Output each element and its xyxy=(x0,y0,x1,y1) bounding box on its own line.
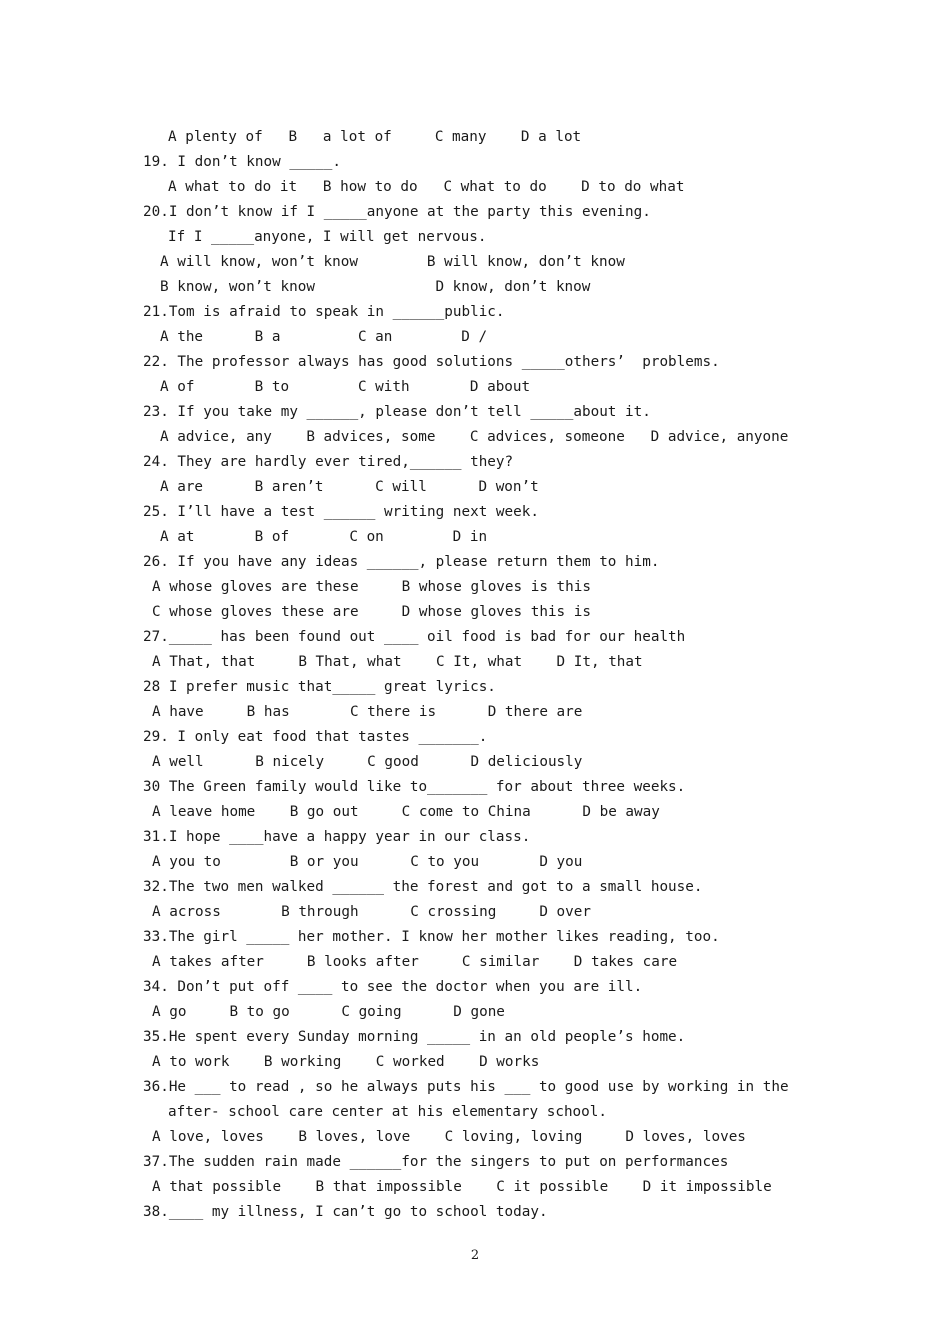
question-20-stem: 20.I don’t know if I _____anyone at the party this evening. xyxy=(143,204,651,220)
question-20-options-ab: A will know, won’t know B will know, don’t know xyxy=(160,254,625,270)
question-22-stem: 22. The professor always has good solutions _____others’ problems. xyxy=(143,354,720,370)
question-26-stem: 26. If you have any ideas ______, please return them to him. xyxy=(143,554,660,570)
page-number: 2 xyxy=(470,1248,480,1263)
question-28-stem: 28 I prefer music that_____ great lyrics. xyxy=(143,679,496,695)
question-21-stem: 21.Tom is afraid to speak in ______public. xyxy=(143,304,505,320)
question-24-options: A are B aren’t C will D won’t xyxy=(160,479,539,495)
question-31-options: A you to B or you C to you D you xyxy=(152,854,583,870)
question-23-options: A advice, any B advices, some C advices, someone D advice, anyone xyxy=(160,429,789,445)
question-27-options: A That, that B That, what C It, what D It, that xyxy=(152,654,643,670)
question-34-options: A go B to go C going D gone xyxy=(152,1004,505,1020)
question-22-options: A of B to C with D about xyxy=(160,379,531,395)
question-31-stem: 31.I hope ____have a happy year in our class. xyxy=(143,829,531,845)
question-18-options: A plenty of B a lot of C many D a lot xyxy=(168,129,582,145)
question-25-options: A at B of C on D in xyxy=(160,529,488,545)
question-25-stem: 25. I’ll have a test ______ writing next week. xyxy=(143,504,539,520)
question-29-stem: 29. I only eat food that tastes _______. xyxy=(143,729,488,745)
question-32-stem: 32.The two men walked ______ the forest and got to a small house. xyxy=(143,879,703,895)
question-23-stem: 23. If you take my ______, please don’t tell _____about it. xyxy=(143,404,651,420)
question-37-stem: 37.The sudden rain made ______for the singers to put on performances xyxy=(143,1154,729,1170)
question-34-stem: 34. Don’t put off ____ to see the doctor when you are ill. xyxy=(143,979,643,995)
question-20-stem-continued: If I _____anyone, I will get nervous. xyxy=(168,229,487,245)
question-20-options-cd: B know, won’t know D know, don’t know xyxy=(160,279,591,295)
question-38-stem: 38.____ my illness, I can’t go to school today. xyxy=(143,1204,548,1220)
question-21-options: A the B a C an D / xyxy=(160,329,488,345)
question-26-options-cd: C whose gloves these are D whose gloves this is xyxy=(152,604,591,620)
question-30-options: A leave home B go out C come to China D be away xyxy=(152,804,660,820)
question-28-options: A have B has C there is D there are xyxy=(152,704,583,720)
question-29-options: A well B nicely C good D deliciously xyxy=(152,754,583,770)
question-36-stem: 36.He ___ to read , so he always puts his ___ to good use by working in the xyxy=(143,1079,789,1095)
question-37-options: A that possible B that impossible C it possible D it impossible xyxy=(152,1179,772,1195)
question-19-stem: 19. I don’t know _____. xyxy=(143,154,341,170)
question-19-options: A what to do it B how to do C what to do D to do what xyxy=(168,179,685,195)
question-35-options: A to work B working C worked D works xyxy=(152,1054,540,1070)
question-32-options: A across B through C crossing D over xyxy=(152,904,591,920)
question-33-options: A takes after B looks after C similar D takes care xyxy=(152,954,678,970)
question-30-stem: 30 The Green family would like to_______ for about three weeks. xyxy=(143,779,686,795)
question-26-options-ab: A whose gloves are these B whose gloves is this xyxy=(152,579,591,595)
question-35-stem: 35.He spent every Sunday morning _____ in an old people’s home. xyxy=(143,1029,686,1045)
question-24-stem: 24. They are hardly ever tired,______ they? xyxy=(143,454,514,470)
question-36-stem-continued: after- school care center at his elementary school. xyxy=(168,1104,607,1120)
question-33-stem: 33.The girl _____ her mother. I know her mother likes reading, too. xyxy=(143,929,720,945)
question-36-options: A love, loves B loves, love C loving, loving D loves, loves xyxy=(152,1129,746,1145)
question-27-stem: 27._____ has been found out ____ oil food is bad for our health xyxy=(143,629,686,645)
